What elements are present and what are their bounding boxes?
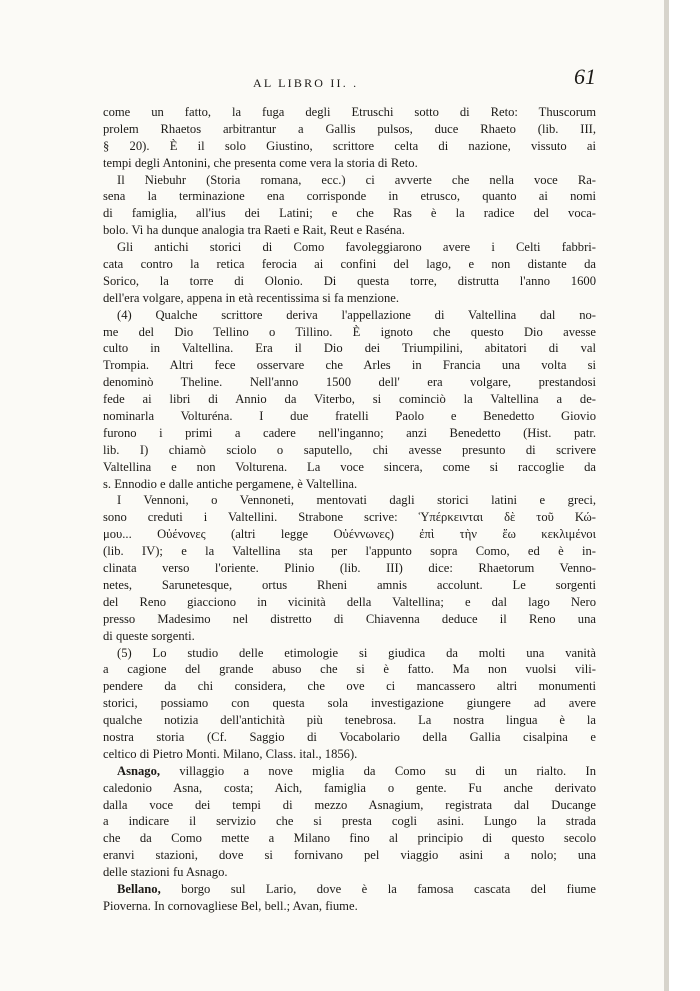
entry-term: Bellano, xyxy=(117,881,161,896)
running-head: AL LIBRO II. . xyxy=(253,76,359,90)
text-line: prolem Rhaetos arbitrantur a Gallis pulsos, duce Rhaeto (lib. III, xyxy=(103,121,596,136)
page-header xyxy=(103,62,596,92)
footnotes-section xyxy=(103,104,596,763)
text-line: di queste sorgenti. xyxy=(103,628,195,643)
text-line: a cagione del grande abuso che si è fatto. Ma non vuolsi vili- xyxy=(103,662,596,677)
text-line: fede ai libri di Annio da Viterbo, si cominciò la Valtellina a de- xyxy=(103,392,596,407)
text-line: tempi degli Antonini, che presenta come vera la storia di Reto. xyxy=(103,155,418,170)
page-number: 61 xyxy=(574,64,596,89)
text-line: culto in Valtellina. Era il Dio dei Triumpilini, abitatori di val xyxy=(103,341,596,356)
text-line: (lib. IV); e la Valtellina sta per l'appunto sopra Como, ed è in- xyxy=(103,544,596,559)
text-line: μου... Οὐένονες (altri legge Οὐέννωνες) ἐπὶ τὴν ἕω κεκλιμένοι xyxy=(103,527,596,542)
text-line: delle stazioni fu Asnago. xyxy=(103,865,228,880)
text-line: Sorico, la torre di Olonio. Di questa torre, distrutta l'anno 1600 xyxy=(103,273,596,288)
text-line: celtico di Pietro Monti. Milano, Class. ital., 1856). xyxy=(103,746,358,761)
entry-first-line xyxy=(103,763,596,780)
text-line: cata contro la retica ferocia ai confini del lago, e non distante da xyxy=(103,257,596,272)
text-line: Trompia. Altri fece osservare che Arles in Francia una volta si xyxy=(103,358,596,373)
text-line: denominò Theline. Nell'anno 1500 dell' era volgare, prestandosi xyxy=(103,375,596,390)
entry-term: Asnago, xyxy=(117,763,161,778)
text-line: eranvi stazioni, dove si fornivano pel viaggio asini a nolo; una xyxy=(103,848,596,863)
text-line: del Reno giacciono in vicinità della Valtellina; e dal lago Nero xyxy=(103,594,596,609)
entry-text: borgo sul Lario, dove è la famosa cascata del fiume xyxy=(160,881,596,896)
page-body xyxy=(103,104,596,915)
text-line: me del Dio Tellino o Tillino. È ignoto che questo Dio avesse xyxy=(103,324,596,339)
text-line: bolo. Vi ha dunque analogia tra Raeti e Rait, Reut e Raséna. xyxy=(103,223,405,238)
text-line: a indicare il servizio che si presta cogli asini. Lungo la strada xyxy=(103,814,596,829)
text-line: § 20). È il solo Giustino, scrittore celta di nazione, vissuto ai xyxy=(103,138,596,153)
text-line: che da Como mette a Milano fino al principio di questo secolo xyxy=(103,831,596,846)
text-line: netes, Sarunetesque, ortus Rheni amnis accolunt. Le sorgenti xyxy=(103,577,596,592)
entry-text: villaggio a nove miglia da Como su di un rialto. In xyxy=(160,763,596,778)
text-line: pendere da chi considera, che ove ci mancassero altri monumenti xyxy=(103,679,596,694)
text-line: qualche notizia dell'antichità più tenebrosa. La nostra lingua è la xyxy=(103,713,596,728)
text-line: presso Madesimo nel distretto di Chiavenna deduce il Reno una xyxy=(103,611,596,626)
text-line: dell'era volgare, appena in età recentissima si fa menzione. xyxy=(103,290,399,305)
page-edge xyxy=(664,0,669,991)
text-line: Pioverna. In cornovagliese Bel, bell.; Avan, fiume. xyxy=(103,898,358,913)
text-line: (5) Lo studio delle etimologie si giudica da molti una vanità xyxy=(117,645,596,660)
text-line: sono creduti i Valtellini. Strabone scrive: Ὑπέρκεινται δὲ τοῦ Κώ- xyxy=(103,510,596,525)
text-line: Valtellina e non Volturena. La voce sincera, come si raccoglie da xyxy=(103,459,596,474)
text-line: furono i primi a cadere nell'inganno; anzi Benedetto (Hist. patr. xyxy=(103,425,596,440)
text-line: nominarla Volturéna. I due fratelli Paolo e Benedetto Giovio xyxy=(103,409,596,424)
dictionary-entries xyxy=(103,763,596,915)
text-line: clinata verso l'oriente. Plinio (lib. III) dice: Rhaetorum Venno- xyxy=(103,561,596,576)
text-line: Gli antichi storici di Como favoleggiarono avere i Celti fabbri- xyxy=(117,240,596,255)
text-line: lib. I) chiamò sciolo o saputello, chi avesse presunto di scrivere xyxy=(103,442,596,457)
text-line: come un fatto, la fuga degli Etruschi sotto di Reto: Thuscorum xyxy=(103,105,596,119)
text-line: sena la terminazione ena corrisponde in etrusco, quanto ai nomi xyxy=(103,189,596,204)
text-line: Il Niebuhr (Storia romana, ecc.) ci avverte che nella voce Ra- xyxy=(117,172,596,187)
text-line: dalla voce dei tempi di mezzo Asnagium, registrata dal Ducange xyxy=(103,797,596,812)
text-line: caledonio Asna, costa; Aich, famiglia o gente. Fu anche derivato xyxy=(103,780,596,795)
text-line: I Vennoni, o Vennoneti, mentovati dagli storici latini e greci, xyxy=(117,493,596,508)
text-line: (4) Qualche scrittore deriva l'appellazione di Valtellina dal no- xyxy=(117,307,596,322)
text-line: di famiglia, all'ius dei Latini; e che Ras è la radice del voca- xyxy=(103,206,596,221)
text-line: storici, possiamo con questa sola investigazione giungere ad avere xyxy=(103,696,596,711)
text-line: s. Ennodio e dalle antiche pergamene, è Valtellina. xyxy=(103,476,358,491)
entry-first-line xyxy=(103,881,596,898)
text-line: nostra storia (Cf. Saggio di Vocabolario della Gallia cisalpina e xyxy=(103,729,596,744)
